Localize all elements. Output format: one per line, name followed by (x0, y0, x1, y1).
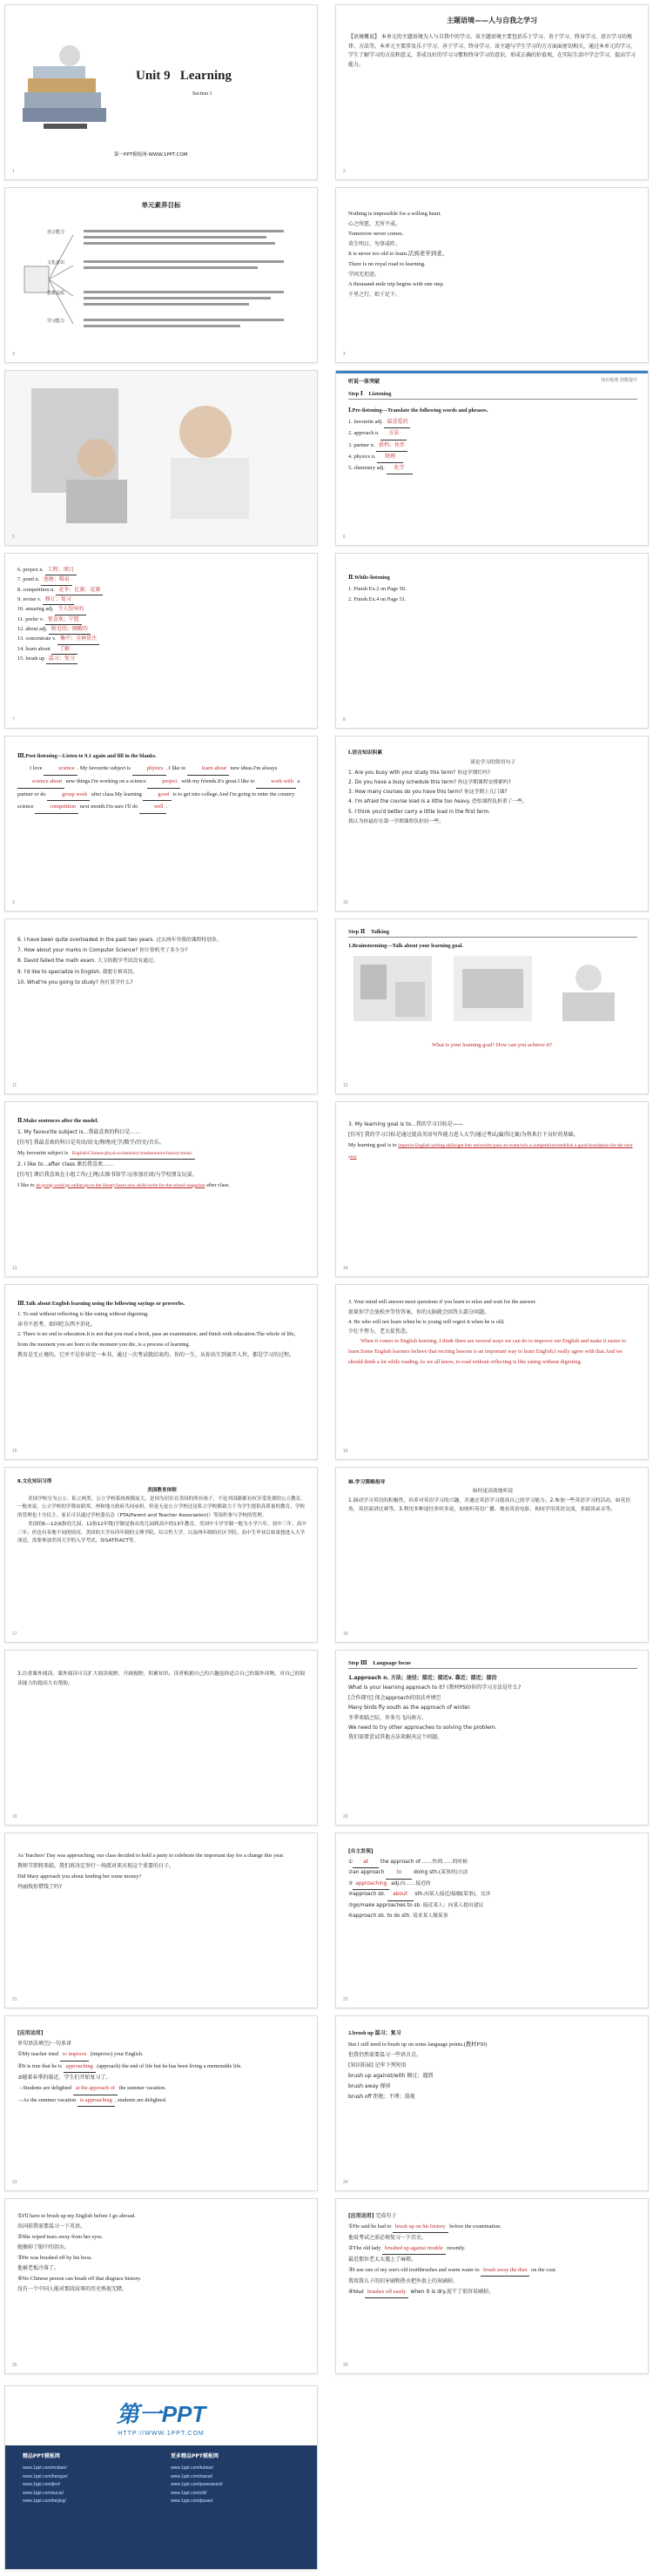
section-title: Ⅰ.语言知识积累 (348, 750, 383, 756)
model-sentence: 3. My learning goal is to...我的学习目标是—— (348, 1121, 463, 1127)
exercise-intro: Ⅲ.Post-listening—Listen to 9.1 again and fill in the blanks. (17, 753, 157, 759)
proverb-item: 1. To end without reflecting is like eating without digesting. (17, 1310, 149, 1317)
slide-14 (335, 1101, 649, 1277)
pattern-item: ④approach sb. about sth.向某人接近/接触(某事)，交涉 (348, 1890, 637, 1901)
section-title: [应用运用] 完成句子 (348, 2213, 397, 2219)
slide-number: 18 (343, 1631, 348, 1638)
proverb-line: 千里之行，始于足下。 (348, 292, 401, 299)
step-heading: Step Ⅱ Talking (348, 928, 637, 938)
paragraph: 美国学校分为公立、私立两类。公立学校系统规模庞大，是因为居住在美国的所有孩子，不论其国籍都有权享受免费的公立教育。一般来说，公立学校的学费由联邦、州和地方政府共同承担。但是无论公立学校还是私立学校都致力于为学生提供高质量的教育，学校的管理也十分民主。家长可以通过学校委员会（PTA(Parent and Teacher Association)）等组织参与学校的管理。 (17, 1496, 306, 1519)
sentence-item: 1. Are you busy with your study this term? 你这学期忙吗? (348, 770, 491, 776)
slide-number: 20 (343, 1814, 348, 1820)
sentence-item: 5. I think you'd better carry a little load in the first term. (348, 809, 491, 815)
pattern-item: ⑤go/make approaches to sb. 接近某人；向某人提出建议 (348, 1902, 484, 1908)
slide-12 (335, 918, 649, 1094)
exercise-item: 2. Finish Ex.4 on Page 51. (348, 596, 407, 603)
column-title: 更多精品PPT模板网 (171, 2453, 219, 2459)
slide-20 (335, 1650, 649, 1826)
exercise-item: ①My teacher tried to improve (improve) your English. (17, 2049, 306, 2061)
slide-16 (335, 1284, 649, 1460)
example-line: ②She wiped tears away from her eyes. (17, 2233, 104, 2240)
example-translation: 他被老板冷落了。 (17, 2265, 60, 2272)
vocab-item: 6. project n. 工程；项目 (17, 566, 306, 575)
link[interactable]: www.1ppt.com/beijing/ (23, 2499, 66, 2504)
exercise-item: ①He said he had to brush up on his history before the examination. (348, 2222, 637, 2233)
answer-line: I like to do group work/go online/go to the library/learn new skills/write for the school magazine after class. (17, 1181, 230, 1188)
paragraph: 3.注重课外阅读，课外阅读可以扩大阅读视野，开阔视野，积累知识。读者根据自己的兴趣选择适合自己的课外读物，对自己的阅读能力的提高大有帮助。 (17, 1671, 306, 1686)
slide-2 (335, 4, 649, 180)
section-title: Ⅲ.学习策略指导 (348, 1480, 386, 1485)
column-title: 精品PPT模板网 (23, 2453, 60, 2459)
slide-23 (4, 2015, 318, 2191)
slide-number: 10 (343, 900, 348, 906)
slide-18 (335, 1467, 649, 1643)
imitation-prompt: [仿写] 我的学习目标是通过提高英语写作能力进入大学/通过考试/赢得比赛/为将来打下良好的基础。 (348, 1132, 579, 1138)
sentence-item: 9. I'd like to specialize in English. 我想专修英语。 (17, 969, 138, 975)
proverb-translation: 如果你学会放松并等待答案，你的大脑就会回答大部分问题。 (348, 1308, 490, 1315)
context-text: 【语境概说】 本单元的主题语境为人与自我中的学习。该主题语境主要包括乐于学习、善于学习、终身学习，语言学习的规律、方法等。本单元主要涉及乐于学习、善于学习、终身学习，该主题与学生学习的方方面面密切相关，通过本单元的学习，学生了解学习的方法和意义，养成良好的学习习惯和终身学习的意识，形成正确的价值观，在实际生活中学会学习，提高学习能力。 (348, 34, 636, 68)
goal-label-1: 语言能力 (47, 230, 65, 235)
slide-24 (335, 2015, 649, 2191)
phrase-item: brush up against/with 擦过；遇到 (348, 2073, 434, 2080)
slide-number: 15 (12, 1449, 17, 1455)
slide-6 (335, 370, 649, 546)
proverb-translation: 教育是无止境的。它并不是你读完一本书，通过一次考试就结束的。你的一生，从你出生到离开人世，都是学习的过程。 (17, 1352, 295, 1359)
slide-26 (335, 2198, 649, 2374)
example-line: But I still need to brush up on some language points.(教材P50) (348, 2041, 488, 2048)
step-heading: Step Ⅰ Listening (348, 390, 637, 400)
link[interactable]: www.1ppt.com/jieri/ (23, 2482, 61, 2487)
section-title: [自主发现] (348, 1849, 374, 1854)
link[interactable]: www.1ppt.com/hangye/ (23, 2473, 68, 2479)
exercise-item: ②It is true that he is approaching (approach) the end of life but he has been living a memorable life. (17, 2061, 306, 2074)
proverb-line: It is never too old to learn.活到老学到老。 (348, 251, 448, 258)
example-translation: 她擦掉了眼中的泪水。 (17, 2244, 71, 2251)
cloze-passage: I love science . My favourite subject is physics . I like to learn about new ideas.I'm always science about new things.I'm working on a science project with my friends.It's great.I like to work with a partner or do group work after class.My learning good is to get into college.And I'm going to enter the country science competition next month.I'm sure I'll do well . (17, 763, 306, 814)
proverb-line: Tomorrow never comes. (348, 231, 404, 238)
slide-number: 1 (12, 169, 15, 175)
vocab-item: 8. competition n. 竞争；比赛；竞赛 (17, 586, 306, 595)
slide-number: 14 (343, 1266, 348, 1272)
vocab-item: 12. about adj. 附近的；刚醒的 (17, 625, 306, 635)
exercise-instruction: 单句语法填空/一句多译 (17, 2041, 72, 2047)
example-line: Many birds fly south as the approach of winter. (348, 1705, 472, 1712)
imitation-prompt: [仿写] 课后我喜欢在小组工作/上网/去图书馆学习/参加社团/与学校朋友玩耍。 (17, 1171, 198, 1178)
exercise-item: ②The old lady brushed up against trouble recently. (348, 2243, 637, 2255)
slide-number: 23 (12, 2180, 17, 2186)
subtitle: 美国教育体制 (147, 1487, 177, 1493)
focus-word: 1.approach n. 方法；途径；接近；接近v. 靠近；接近；接洽 (348, 1675, 497, 1681)
vocab-item: 9. revise v. 修订；复习 (17, 595, 306, 605)
slide-25 (4, 2198, 318, 2374)
slide-3 (4, 187, 318, 363)
slide-17 (4, 1467, 318, 1643)
sentence-item: 8. David failed the math exam. 大卫的数学考试没有通过。 (17, 958, 158, 965)
slide-27 (4, 2385, 318, 2570)
phrase-item: brush off 拒绝；不理；漠视 (348, 2094, 415, 2101)
slide-8 (335, 553, 649, 729)
example-translation: 教师节即将来临，我们班决定举行一场派对来庆祝这个重要的日子。 (17, 1863, 175, 1870)
vocab-item: 4. physics n. 物理 (348, 452, 637, 463)
slide-1 (4, 4, 318, 180)
example-line: We need to try other approaches to solving the problem. (348, 1724, 497, 1731)
paragraph: 美国的K—12(K指幼儿园，12指12年级)学制是指从幼儿园到高中的13年教育。美国中小学学制一般为小学六年，初中三年，高中三年；但也有各地不同的情况。美国的大学有四年制的文理学院、综合性大学，以及两年制的社区学院。高中生毕业后如果想进入大学深造，需要参加美国大学的入学考试，如SAT和ACT等。 (17, 1521, 306, 1544)
pattern-item: ③ approaching adj.向……接近的 (348, 1880, 637, 1891)
proverb-item: 3. Your mind will answer most questions if you learn to relax and wait for the answer. (348, 1299, 536, 1305)
discussion-question: What is your learning goal? How can you achieve it? (431, 1042, 553, 1048)
slide-number: 22 (343, 1997, 348, 2003)
slide-number: 5 (12, 535, 15, 541)
example-line: ①I'll have to brush up my English before I go abroad. (17, 2213, 136, 2219)
proverb-item: 4. He who will not learn when he is young will regret it when he is old. (348, 1318, 505, 1325)
slide-15 (4, 1284, 318, 1460)
slide-13 (4, 1101, 318, 1277)
link[interactable]: www.1ppt.com/xiazai/ (171, 2473, 213, 2479)
link[interactable]: www.1ppt.com/moban/ (23, 2465, 67, 2471)
slide-number: 9 (12, 900, 15, 906)
links-panel (5, 2445, 317, 2569)
example-line: ③He was brushed off by his boss. (17, 2254, 92, 2261)
example-line: [知识拓展] 记牢下列短语 (348, 2062, 407, 2069)
vocab-item: 11. prefer v. 更喜欢；宁愿 (17, 615, 306, 625)
imitation-prompt: [仿写] 我最喜欢的科目是英语/语文/物理/化学/数学/历史/音乐。 (17, 1139, 165, 1146)
slide-number: 24 (343, 2180, 348, 2186)
sentence-item: 2. Do you have a busy schedule this term? 你这学期课程安排紧吗? (348, 779, 511, 785)
model-sentence: 1. My favourite subject is...我最喜欢的科目是…… (17, 1128, 141, 1135)
goal-label-2: 文化意识 (47, 260, 65, 266)
slide-11 (4, 918, 318, 1094)
vocab-item: 3. partner n. 搭档；伙伴 (348, 441, 637, 452)
focus-word: 2.brush up 温习；复习 (348, 2030, 401, 2036)
proverb-line: Nothing is impossible for a willing heart. (348, 211, 442, 217)
slide-number: 21 (12, 1997, 17, 2003)
pattern-item: ① at the approach of ……快到……的时候 (348, 1858, 637, 1869)
section-title: Ⅲ.Talk about English learning using the following sayings or proverbs. (17, 1301, 185, 1307)
proverb-line: A thousand-mile trip begins with one step. (348, 281, 445, 288)
slide-number: 4 (343, 352, 346, 358)
slide-10 (335, 736, 649, 911)
brand-logo: 第一PPT (116, 2401, 206, 2427)
sentence-item: 6. I have been quite overloaded in the past two years. 过去两年里我的课程特别多。 (17, 938, 222, 943)
section-header: 听说一体突破 知识梳理 技能提升 (348, 378, 637, 385)
proverb-translation: 少壮不努力，老大徒伤悲。 (348, 1328, 412, 1335)
learning-illustrations (353, 956, 632, 1026)
sentence-item: 3. How many courses do you have this term? 你这学期上几门课? (348, 790, 508, 796)
vocab-item: 2. approach n. 方法 (348, 428, 637, 440)
students-photo (5, 371, 317, 545)
slide-number: 19 (12, 1814, 17, 1820)
slide-7 (4, 553, 318, 729)
slide-title: 单元素养目标 (141, 201, 181, 209)
exercise-item: →Students are delighted at the approach of the summer vacation. (17, 2083, 306, 2095)
proverb-translation: 读书不思考，如同吃东西不消化。 (17, 1321, 97, 1328)
example-sentence: Did Mary approach you about lending her some money? (17, 1873, 142, 1880)
slide-number: 8 (343, 717, 346, 723)
example-translation: 玛丽找你借钱了吗? (17, 1884, 63, 1891)
link[interactable]: www.1ppt.com/powerpoint/ (171, 2482, 223, 2487)
exercise-item: ④Mud brushes off easily when it is dry.泥干了很容易刷掉。 (348, 2287, 637, 2298)
slide-22 (335, 1833, 649, 2008)
link[interactable]: www.1ppt.com/tubiao/ (171, 2465, 213, 2471)
proverb-line: 心之所愿，无所不成。 (348, 221, 401, 228)
example-sentence: As Teachers' Day was approaching, our class decided to hold a party to celebrate the important day for a change this year. (17, 1853, 285, 1859)
link[interactable]: www.1ppt.com/sucai/ (23, 2490, 64, 2496)
example-line: ④No Chinese person can brush off that disgrace history. (17, 2275, 142, 2282)
subtitle: 如何更高效地听说 (472, 1489, 514, 1495)
sentence-item: 我认为你最好在第一学期课程负担轻一些。 (348, 819, 445, 825)
slide-number: 13 (12, 1266, 17, 1272)
exercise-item: ③I use one of my son's old toothbrushes and warm water to brush away the dust on the coat. (348, 2265, 637, 2277)
goal-label-4: 学习能力 (47, 319, 65, 324)
sentence-item: 4. I'm afraid the course load is a little too heavy. 恐怕课程负担重了一些。 (348, 799, 528, 805)
exercise-intro: Ⅰ.Pre-listening—Translate the following words and phrases. (348, 407, 488, 414)
section-title: Ⅱ.文化知识习得 (17, 1479, 52, 1484)
slide-number: 2 (343, 169, 346, 175)
example-line: What is your learning approach to it? (教材P50)你的学习方法是什么? (348, 1685, 522, 1692)
slide-number: 3 (12, 352, 15, 358)
section-label: Section 1 (192, 91, 212, 97)
paragraph: 1.调动学习英语的积极性，培养对英语学习的兴趣，并通过英语学习提高自己的学习能力。2.参加一些英语学习的活动，如英语角，英语演讲比赛等。3.利用多种途径多听多说，如收听英语广播、观看英语电影，和同学用英语交流，多跟读录音等。 (348, 1497, 631, 1513)
slide-number: 7 (12, 717, 15, 723)
vocab-item: 13. concentrate v. 集中；全神贯注 (17, 635, 306, 644)
slide-21 (4, 1833, 318, 2008)
subtitle: 谈论学习的常用句子 (469, 760, 516, 766)
example-line: [合作探究] 体会approach的用法并填空 (348, 1694, 441, 1701)
answer-line: My learning goal is to improve English writing skills/get into university/pass an exam/win a competition/establish a good foundation for the next year (348, 1142, 633, 1160)
section-title: Ⅱ.While-listening (348, 575, 390, 581)
section-title: Ⅱ.Make sentences after the model. (17, 1118, 98, 1124)
sample-answer: When it comes to English learning, I think there are several ways we can do to improve our English and make it easier to learn.Some English learners believe that reciting lessons is an important way to learn English.I really agree with that.And we should think a lot while reading.As we all know, to read without reflecting is like eating without digesting. (348, 1338, 626, 1365)
sentence-item: 7. How about your marks in Computer Science? 你计算机考了多少分? (17, 948, 188, 954)
vocab-item: 1. favourite adj. 最喜爱的 (348, 417, 637, 428)
link[interactable]: www.1ppt.com/jiaoan/ (171, 2499, 213, 2504)
exercise-item: 1. Finish Ex.2 on Page 50. (348, 585, 407, 592)
proverb-item: 2. There is no end to education.It is not that you read a book, pass an examination, and finish with education.The whole of life, from the moment you are born to the moment you die, is a process of learning. (17, 1331, 296, 1349)
example-line: 但我仍然需要温习一些语言点。 (348, 2052, 422, 2059)
proverb-line: There is no royal road to learning. (348, 261, 426, 268)
vocab-item: 10. amazing adj. 令人惊异的 (17, 605, 306, 615)
exercise-item: ③随着春季的临近，学生们开始复习了。 (17, 2075, 111, 2082)
slide-19 (4, 1650, 318, 1826)
example-translation: 出国前我需要温习一下英语。 (17, 2223, 86, 2230)
exercise-item: →As the summer vacation is approaching , students are delighted. (17, 2095, 306, 2108)
slide-footer: 第一PPT模板网-WWW.1PPT.COM (114, 152, 188, 158)
slide-number: 17 (12, 1631, 17, 1638)
slide-number: 26 (343, 2363, 348, 2369)
vocab-item: 14. learn about 了解 (17, 645, 306, 655)
slide-title: 主题语境——人与自我之学习 (447, 17, 537, 24)
link[interactable]: www.1ppt.com/ziti/ (171, 2490, 207, 2496)
slide-number: 12 (343, 1083, 348, 1089)
section-title: [应用运用] (17, 2030, 44, 2036)
exercise-translation: 他说考试之前必须复习一下历史。 (348, 2234, 427, 2241)
exercise-translation: 最近那位老太太遇上了麻烦。 (348, 2256, 417, 2263)
answer-line: My favourite subject is English/Chinese/physics/chemistry/mathematics/history/music (17, 1148, 306, 1160)
example-line: 冬季来临之际，许多鸟飞向南方。 (348, 1714, 427, 1721)
proverb-line: 学问无坦途。 (348, 272, 380, 279)
pattern-item: ⑥approach sb. to do sth. 请求某人做某事 (348, 1913, 448, 1919)
goal-label-3: 思维品质 (47, 291, 65, 296)
slide-4 (335, 187, 649, 363)
slide-number: 16 (343, 1449, 348, 1455)
slide-number: 25 (12, 2363, 17, 2369)
sentence-item: 10. What're you going to study? 你打算学什么? (17, 979, 133, 985)
books-illustration (17, 40, 113, 136)
exercise-translation: 我用我儿子的旧牙刷和热水把外套上的灰刷掉。 (348, 2277, 459, 2284)
vocab-item: 5. chemistry adj. 化学 (348, 463, 637, 474)
example-translation: 没有一个中国人能对那段屈辱的历史熟视无睹。 (17, 2286, 128, 2293)
unit-title: Unit 9 Learning (136, 69, 232, 83)
model-sentence: 2. I like to...after class.课后我喜欢…… (17, 1160, 114, 1167)
vocab-item: 7. pond n. 池塘；喷泉 (17, 575, 306, 585)
slide-9 (4, 736, 318, 911)
step-heading: Step Ⅲ Language focus (348, 1659, 637, 1669)
slide-5 (4, 370, 318, 546)
exercise-intro: 1.Brainstorming—Talk about your learning goal. (348, 943, 463, 949)
example-line: 我们需要尝试其他方法来解决这个问题。 (348, 1734, 443, 1741)
slide-number: 6 (343, 535, 346, 541)
slide-number: 11 (12, 1083, 17, 1089)
proverb-line: 莫生明日，勿事成昨。 (348, 241, 401, 248)
phrase-item: brush away 掸掉 (348, 2083, 391, 2090)
pattern-item: ②an approach to doing sth.(某事的)方法 (348, 1868, 637, 1880)
vocab-item: 15. brush up 温习；复习 (17, 655, 306, 664)
brand-url: HTTP://WWW.1PPT.COM (118, 2431, 205, 2437)
